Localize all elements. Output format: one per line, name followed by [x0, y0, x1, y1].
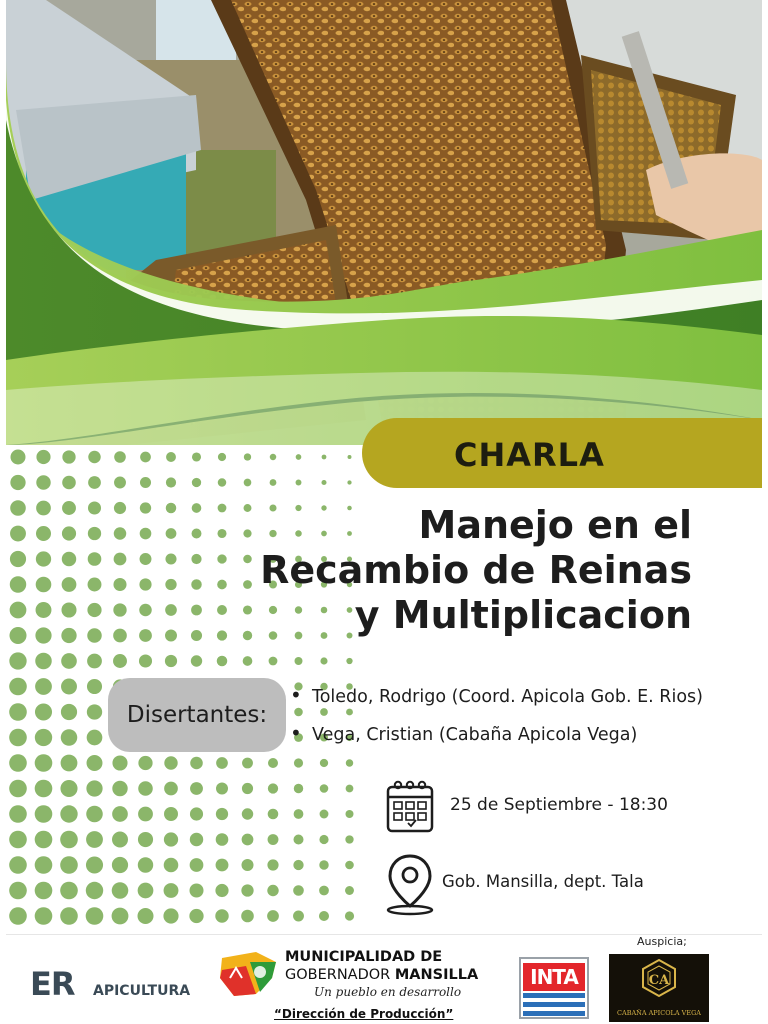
dot	[295, 657, 303, 665]
dot	[217, 630, 227, 640]
dot	[86, 806, 103, 823]
dot	[217, 554, 226, 563]
dot	[268, 834, 279, 845]
dot	[9, 805, 27, 823]
hero-photo	[6, 0, 762, 445]
dot	[244, 453, 251, 460]
dot	[35, 805, 53, 823]
dot	[191, 605, 202, 616]
dot	[241, 859, 253, 871]
dot	[346, 785, 354, 793]
dot	[112, 908, 129, 925]
dot	[138, 883, 154, 899]
dot	[86, 882, 103, 899]
dot	[215, 909, 228, 922]
dot	[140, 452, 151, 463]
dot	[244, 479, 252, 487]
dot	[293, 834, 303, 844]
cabana-initials: CA	[648, 973, 670, 988]
dot	[293, 911, 304, 922]
dot	[114, 451, 126, 463]
dot	[61, 729, 78, 746]
dot	[320, 784, 329, 793]
dot	[293, 860, 303, 870]
dot	[139, 604, 152, 617]
municipality-name-part: GOBERNADOR	[285, 967, 395, 983]
title-line-1: Manejo en el	[418, 503, 692, 547]
dot	[165, 604, 177, 616]
production-department: “Dirección de Producción”	[274, 1007, 454, 1021]
dot	[113, 578, 126, 591]
dot	[35, 703, 52, 720]
dot	[347, 480, 351, 484]
dot	[9, 882, 27, 900]
dot	[166, 503, 176, 513]
dot	[138, 857, 153, 872]
dot	[191, 630, 202, 641]
dot	[244, 504, 252, 512]
dot	[61, 602, 76, 617]
speaker-item: • Vega, Cristian (Cabaña Apicola Vega)	[290, 718, 703, 756]
dot	[60, 831, 78, 849]
dot	[166, 452, 176, 462]
dot	[61, 704, 77, 720]
dot	[243, 656, 253, 666]
dot	[87, 603, 101, 617]
dot	[114, 502, 126, 514]
dot	[35, 754, 53, 772]
dot	[293, 885, 304, 896]
dot	[114, 527, 126, 539]
dot	[35, 831, 53, 849]
dot	[138, 756, 152, 770]
dot	[217, 605, 227, 615]
dot	[165, 655, 177, 667]
dot	[189, 883, 203, 897]
dot	[88, 552, 102, 566]
dot	[268, 758, 278, 768]
dot	[62, 450, 75, 463]
er-apicultura-text: APICULTURA	[93, 983, 191, 999]
dot	[294, 784, 303, 793]
dot	[346, 658, 352, 664]
dot	[138, 832, 153, 847]
dot	[61, 755, 78, 772]
location-pin-icon	[384, 852, 436, 916]
municipality-name-bold: MANSILLA	[394, 967, 479, 983]
dot	[270, 479, 277, 486]
dot	[113, 629, 127, 643]
event-type-label: CHARLA	[454, 436, 605, 474]
beehive-photo	[6, 0, 762, 445]
dot	[322, 455, 327, 460]
dot	[319, 860, 328, 869]
title-line-3: y Multiplicacion	[354, 593, 692, 637]
dot	[35, 882, 53, 900]
dot	[164, 883, 179, 898]
dot	[319, 835, 328, 844]
dot	[164, 858, 179, 873]
dot	[35, 729, 52, 746]
dot	[216, 808, 228, 820]
dot	[348, 455, 352, 459]
dot	[36, 475, 50, 489]
dot	[268, 783, 278, 793]
dot	[296, 480, 302, 486]
dot	[217, 529, 226, 538]
dot	[319, 911, 329, 921]
municipality-name-line2	[285, 967, 478, 983]
dot	[345, 835, 353, 843]
title-line-2: Recambio de Reinas	[260, 548, 692, 592]
dot	[113, 603, 126, 616]
dot	[88, 451, 100, 463]
dot	[241, 884, 253, 896]
dot	[86, 907, 104, 925]
dot	[242, 834, 254, 846]
dot	[88, 527, 101, 540]
dot	[217, 656, 228, 667]
dot	[10, 475, 25, 490]
dot	[35, 780, 53, 798]
dot	[190, 833, 203, 846]
municipality-name-line1: MUNICIPALIDAD DE	[285, 949, 443, 965]
dot	[216, 833, 229, 846]
dot	[345, 911, 354, 920]
dot	[139, 629, 152, 642]
dot	[138, 781, 153, 796]
dot	[319, 886, 329, 896]
dot	[218, 504, 227, 513]
dot	[35, 856, 53, 874]
inta-logo	[519, 957, 589, 1019]
dot	[9, 907, 27, 925]
dot	[113, 654, 127, 668]
dot	[345, 861, 354, 870]
dot	[87, 730, 103, 746]
dot	[320, 657, 327, 664]
dot	[345, 810, 353, 818]
dot	[243, 529, 251, 537]
dot	[321, 480, 326, 485]
dot	[36, 526, 51, 541]
dot	[164, 756, 177, 769]
speaker-item: • Toledo, Rodrigo (Coord. Apicola Gob. E. Rios)	[290, 680, 703, 718]
sponsor-label: Auspicia;	[637, 935, 687, 948]
dot	[9, 754, 27, 772]
municipality-slogan: Un pueblo en desarrollo	[314, 985, 462, 999]
dot	[241, 910, 254, 923]
dot	[345, 886, 354, 895]
dot	[62, 476, 76, 490]
dot	[112, 755, 127, 770]
inta-stripes-icon	[523, 993, 585, 1017]
dot	[60, 856, 78, 874]
dot	[320, 759, 328, 767]
dot	[346, 759, 353, 766]
dot	[112, 832, 128, 848]
event-location: Gob. Mansilla, dept. Tala	[442, 872, 644, 891]
dot	[218, 478, 226, 486]
dot	[11, 450, 26, 465]
dot	[139, 578, 151, 590]
dot	[217, 580, 227, 590]
dot	[62, 501, 76, 515]
dot	[35, 653, 51, 669]
dot	[242, 783, 253, 794]
dot	[10, 576, 26, 592]
dot	[36, 450, 50, 464]
dot	[88, 476, 101, 489]
honeycomb-icon	[609, 954, 709, 1010]
dot	[191, 554, 201, 564]
dot	[140, 502, 151, 513]
dot	[61, 653, 77, 669]
dot	[60, 907, 78, 925]
dot	[35, 907, 53, 925]
dot	[86, 856, 103, 873]
dot	[35, 678, 52, 695]
dot	[190, 807, 203, 820]
dot	[88, 501, 101, 514]
speaker-list	[290, 680, 703, 756]
dot	[87, 755, 103, 771]
dot	[60, 805, 77, 822]
dot	[192, 503, 202, 513]
dot	[9, 703, 27, 721]
dot	[114, 553, 127, 566]
dot	[112, 781, 127, 796]
cabana-apicola-vega-logo	[609, 954, 709, 1022]
dot	[10, 602, 27, 619]
dot	[242, 758, 253, 769]
dot	[139, 654, 152, 667]
dot	[218, 453, 226, 461]
dot	[216, 757, 228, 769]
dot	[164, 832, 178, 846]
dot	[243, 555, 252, 564]
dot	[296, 454, 302, 460]
dot	[60, 780, 77, 797]
dot	[166, 477, 176, 487]
dot	[140, 528, 152, 540]
dot	[10, 526, 26, 542]
dot	[215, 884, 228, 897]
dot	[165, 630, 177, 642]
dot	[165, 553, 176, 564]
dot	[190, 757, 203, 770]
dot	[138, 807, 153, 822]
dot	[112, 857, 128, 873]
dot	[192, 452, 201, 461]
dot	[163, 908, 178, 923]
dot	[166, 528, 177, 539]
dot	[9, 729, 27, 747]
dot	[267, 885, 278, 896]
dot	[190, 858, 204, 872]
dot	[216, 783, 228, 795]
dot	[164, 807, 178, 821]
inta-wordmark: INTA	[523, 963, 585, 991]
dot	[61, 628, 76, 643]
dot	[86, 831, 103, 848]
cabana-caption: CABAÑA APICOLA VEGA	[617, 1009, 701, 1017]
dot	[36, 551, 51, 566]
dot	[86, 780, 102, 796]
dot	[243, 631, 252, 640]
dot	[140, 477, 151, 488]
dot	[87, 628, 101, 642]
dot	[320, 810, 329, 819]
dot	[267, 910, 279, 922]
dot	[243, 605, 252, 614]
dot	[267, 859, 278, 870]
dot	[242, 808, 253, 819]
dot	[10, 551, 26, 567]
dot	[269, 657, 278, 666]
dot	[192, 478, 201, 487]
dot	[87, 654, 102, 669]
dot	[36, 501, 51, 516]
dot	[140, 553, 152, 565]
dot	[243, 580, 252, 589]
event-date: 25 de Septiembre - 18:30	[450, 795, 668, 815]
dot	[62, 526, 76, 540]
dot	[165, 579, 176, 590]
er-apicultura-logo: ER	[30, 965, 75, 1003]
dot	[114, 477, 126, 489]
dot	[88, 578, 102, 592]
dot	[164, 782, 178, 796]
dot	[87, 704, 102, 719]
dot	[9, 678, 27, 696]
dot	[191, 579, 202, 590]
speakers-label: Disertantes:	[108, 678, 286, 752]
dot	[190, 782, 203, 795]
event-type-banner	[362, 418, 762, 488]
dot	[216, 859, 229, 872]
event-title	[260, 503, 692, 638]
dot	[62, 552, 76, 566]
dot	[9, 831, 27, 849]
dot	[112, 806, 128, 822]
dot	[138, 908, 154, 924]
dot	[62, 577, 77, 592]
dot	[294, 758, 303, 767]
dot	[9, 627, 26, 644]
dot	[192, 529, 202, 539]
dot	[9, 856, 27, 874]
dot	[10, 500, 26, 516]
dot	[191, 655, 202, 666]
dot	[268, 809, 279, 820]
municipality-logo	[216, 948, 284, 1000]
dot	[36, 577, 52, 593]
dot	[35, 627, 51, 643]
dot	[9, 780, 27, 798]
dot	[270, 454, 277, 461]
dot	[87, 679, 102, 694]
dot	[9, 652, 26, 669]
dot	[189, 909, 203, 923]
dot	[61, 679, 77, 695]
dot	[36, 602, 52, 618]
dot	[294, 809, 304, 819]
dot	[60, 882, 78, 900]
calendar-icon	[385, 779, 435, 835]
dot	[112, 882, 129, 899]
